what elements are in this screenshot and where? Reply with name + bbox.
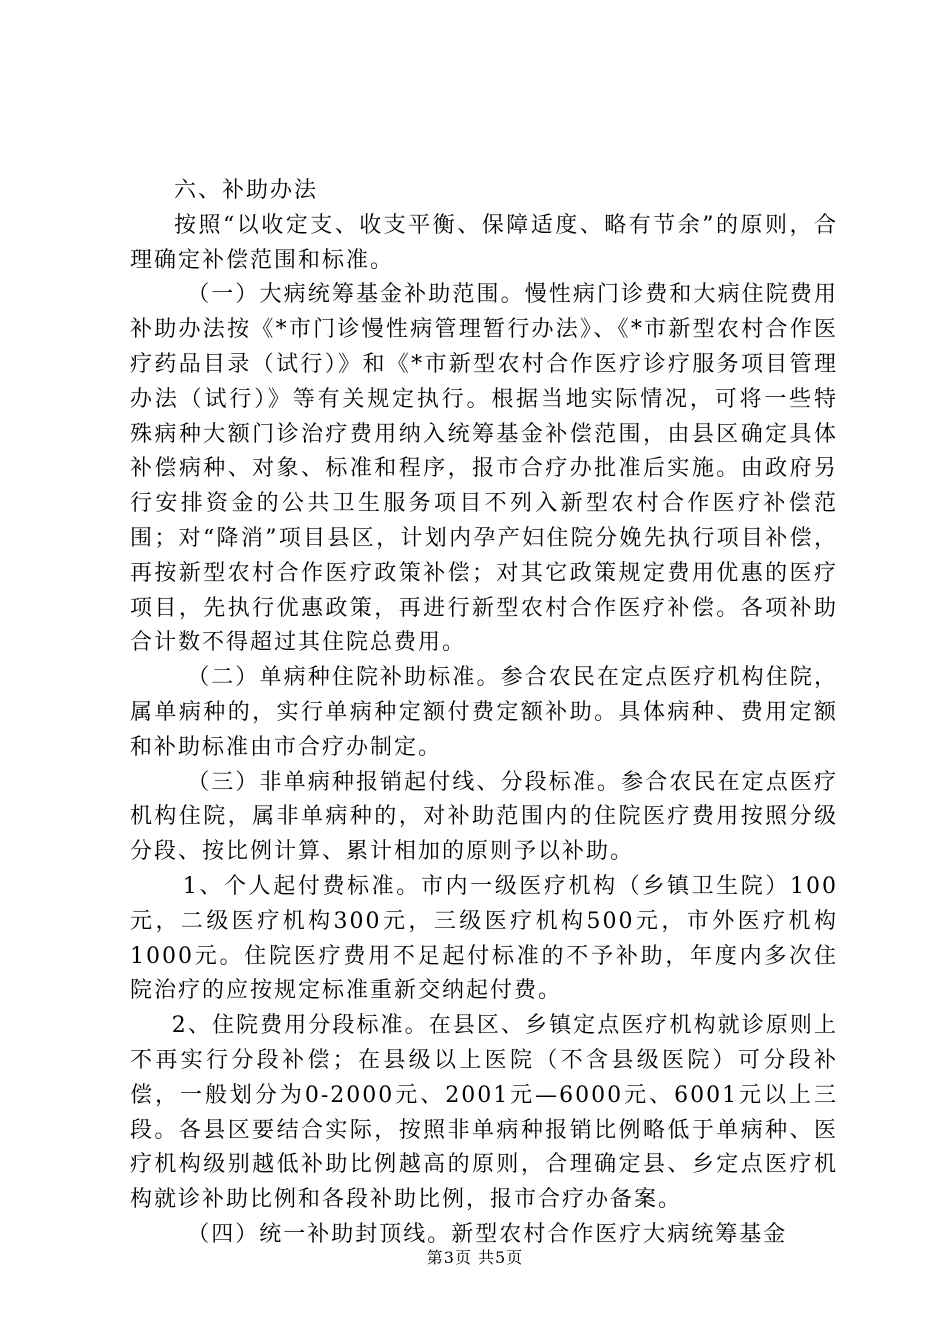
paragraph-item-4: （四）统一补助封顶线。新型农村合作医疗大病统筹基金: [187, 1221, 788, 1247]
paragraph-item-2: （二）单病种住院补助标准。参合农民在定点医疗机构住院，属单病种的，实行单病种定额付费定额补助。具体病种、费用定额和补助标准由市合疗办制定。: [130, 665, 838, 760]
page-footer: 第3页 共5页: [426, 1248, 524, 1267]
paragraph-item-3: （三）非单病种报销起付线、分段标准。参合农民在定点医疗机构住院，属非单病种的，对补助范围内的住院医疗费用按照分级分段、按比例计算、累计相加的原则予以补助。: [130, 769, 838, 865]
paragraph-subitem-1: 1、个人起付费标准。市内一级医疗机构（乡镇卫生院）100元，二级医疗机构300元，三级医疗机构500元，市外医疗机构1000元。住院医疗费用不足起付标准的不予补助，年度内多次住院治疗的应按规定标准重新交纳起付费。: [130, 873, 838, 1004]
paragraph-subitem-2: 2、住院费用分段标准。在县区、乡镇定点医疗机构就诊原则上不再实行分段补偿；在县级以上医院（不含县级医院）可分段补偿，一般划分为0-2000元、2001元—6000元、6001元以上三段。各县区要结合实际，按照非单病种报销比例略低于单病种、医疗机构级别越低补助比例越高的原则，合理确定县、乡定点医疗机构就诊补助比例和各段补助比例，报市合疗办备案。: [130, 1013, 838, 1213]
paragraph-principle: 按照“以收定支、收支平衡、保障适度、略有节余”的原则，合理确定补偿范围和标准。: [130, 212, 838, 273]
paragraph-item-1: （一）大病统筹基金补助范围。慢性病门诊费和大病住院费用补助办法按《*市门诊慢性病管理暂行办法》、《*市新型农村合作医疗药品目录（试行）》和《*市新型农村合作医疗诊疗服务项目管理办法（试行）》等有关规定执行。根据当地实际情况，可将一些特殊病种大额门诊治疗费用纳入统筹基金补偿范围，由县区确定具体补偿病种、对象、标准和程序，报市合疗办批准后实施。由政府另行安排资金的公共卫生服务项目不列入新型农村合作医疗补偿范围；对“降消”项目县区，计划内孕产妇住院分娩先执行项目补偿，再按新型农村合作医疗政策补偿；对其它政策规定费用优惠的医疗项目，先执行优惠政策，再进行新型农村合作医疗补偿。各项补助合计数不得超过其住院总费用。: [130, 282, 838, 656]
document-body: [130, 174, 838, 1253]
section-heading: 六、补助办法: [174, 178, 319, 203]
